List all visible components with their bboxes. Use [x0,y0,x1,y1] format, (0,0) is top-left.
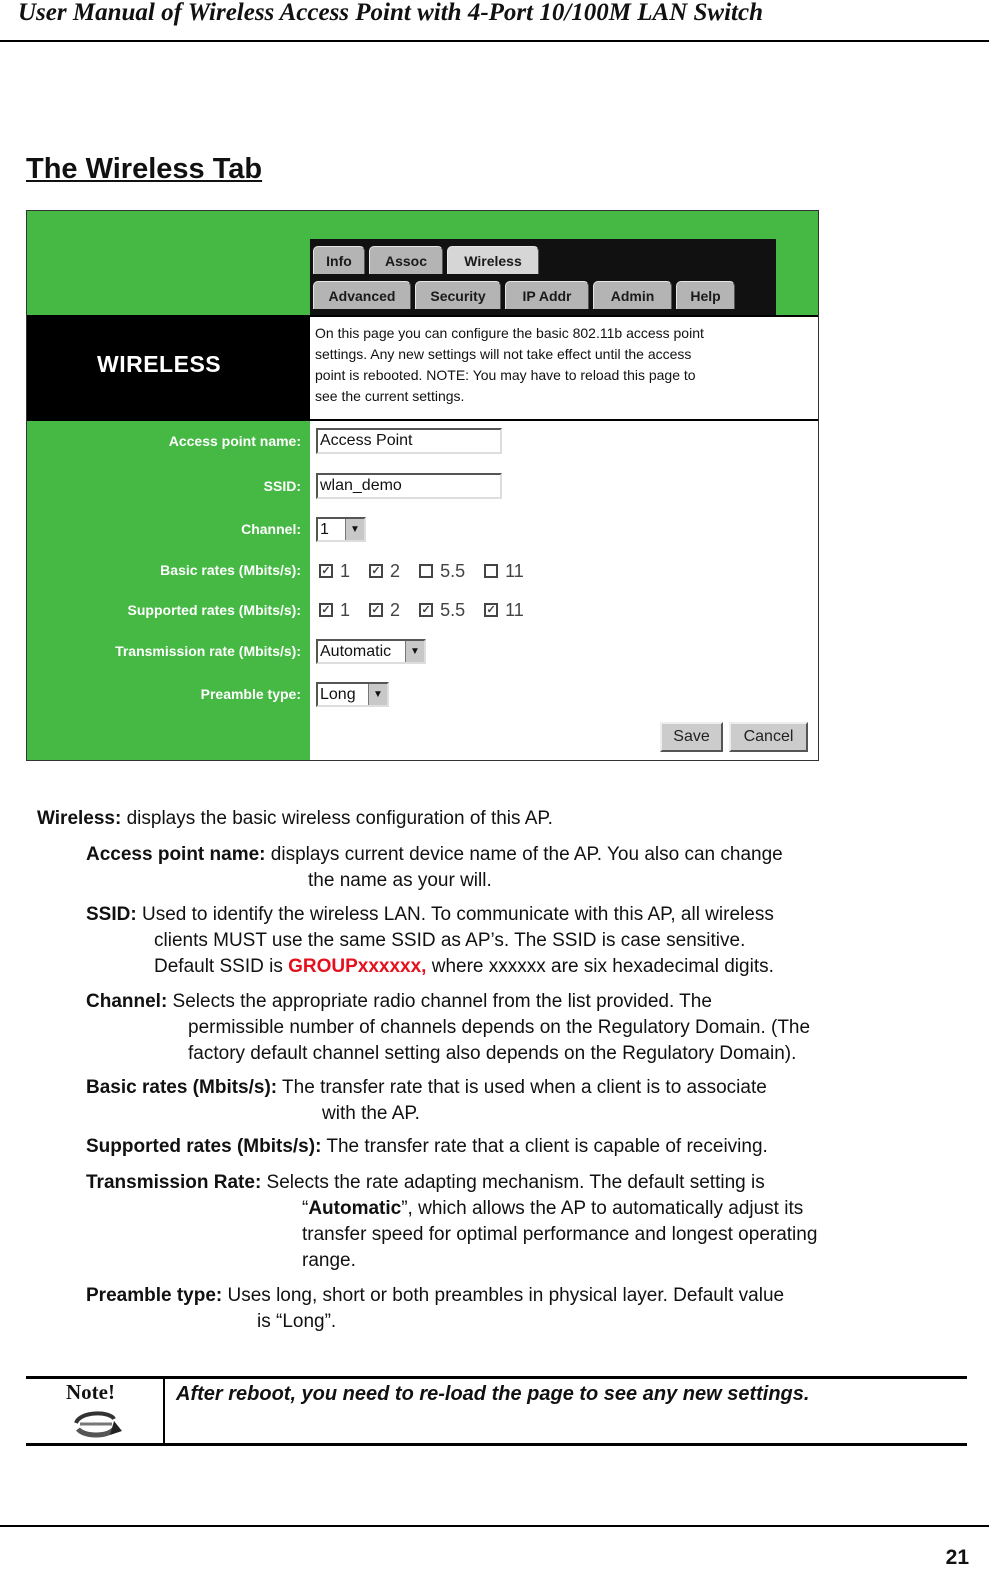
chevron-down-icon[interactable]: ▼ [368,684,387,705]
cancel-button[interactable]: Cancel [729,722,808,752]
tab-bar [310,239,776,315]
desc-preamble-cont: is “Long”. [257,1311,337,1332]
tab-wireless[interactable]: Wireless [447,246,539,274]
desc-channel-cont: factory default channel setting also depends on the Regulatory Domain). [188,1043,797,1064]
supported-rate-1-checkbox[interactable]: ✓ [319,603,333,617]
automatic-term: Automatic [308,1198,402,1219]
desc-text: Selects the appropriate radio channel from the list provided. The [167,991,712,1012]
desc-tx-rate [86,1170,765,1196]
supported-rate-5-5-label: 5.5 [440,599,466,620]
ssid-input[interactable]: wlan_demo [316,473,502,499]
basic-rates-label: Basic rates (Mbits/s): [160,562,301,578]
wireless-tab-screenshot [26,210,819,761]
desc-basic-rates [86,1075,767,1101]
chevron-down-icon[interactable]: ▼ [405,641,424,662]
supported-rate-11-checkbox[interactable]: ✓ [484,603,498,617]
info-line: settings. Any new settings will not take effect until the access [315,346,692,362]
tab-security[interactable]: Security [415,281,501,309]
basic-rate-11-label: 11 [505,560,524,581]
ap-name-label: Access point name: [168,433,301,449]
page-number: 21 [945,1546,969,1569]
preamble-label: Preamble type: [200,686,301,702]
default-ssid: GROUPxxxxxx, [288,956,427,977]
desc-channel [86,989,712,1015]
note-divider [163,1379,165,1443]
basic-rate-11-checkbox[interactable] [484,564,498,578]
supported-rate-11-label: 11 [505,599,524,620]
basic-rate-5-5-label: 5.5 [440,560,466,581]
save-button[interactable]: Save [660,722,723,752]
tab-ip-addr[interactable]: IP Addr [505,281,589,309]
preamble-value: Long [320,686,356,703]
tab-advanced[interactable]: Advanced [313,281,411,309]
form-area [310,421,819,761]
channel-select[interactable] [316,517,366,542]
term: Access point name: [86,844,266,865]
term: SSID: [86,904,137,925]
term: Transmission Rate: [86,1172,262,1193]
note-rule-bottom [26,1443,967,1446]
footer-rule [0,1525,989,1527]
desc-ssid-cont: clients MUST use the same SSID as AP’s. The SSID is case sensitive. [154,930,746,951]
supported-rate-1-label: 1 [340,599,351,620]
term: Basic rates (Mbits/s): [86,1077,278,1098]
desc-text: “ [302,1198,309,1219]
desc-supported-rates [86,1134,768,1160]
tab-help[interactable]: Help [676,281,735,309]
supported-rates-checkboxes [319,599,538,621]
basic-rate-2-checkbox[interactable]: ✓ [369,564,383,578]
info-line: see the current settings. [315,388,465,404]
supported-rates-label: Supported rates (Mbits/s): [127,602,301,618]
desc-wireless [37,806,553,832]
desc-preamble [86,1283,784,1309]
desc-text: The transfer rate that a client is capable of receiving. [321,1136,768,1157]
desc-text: Default SSID is [154,956,289,977]
basic-rate-1-label: 1 [340,560,351,581]
desc-tx-rate-cont [302,1196,803,1222]
chevron-down-icon[interactable]: ▼ [345,519,364,540]
tx-rate-select[interactable] [316,639,426,664]
tab-info[interactable]: Info [313,246,365,274]
channel-value: 1 [320,521,329,538]
channel-label: Channel: [241,521,301,537]
section-title: The Wireless Tab [26,153,263,185]
note-rule-top [26,1376,967,1379]
desc-ap-name [86,842,783,868]
desc-ssid-default [154,954,774,980]
supported-rate-2-checkbox[interactable]: ✓ [369,603,383,617]
note-arrow-icon [70,1407,122,1448]
desc-basic-rates-cont: with the AP. [322,1103,420,1124]
page-header [0,0,989,42]
term: Supported rates (Mbits/s): [86,1136,322,1157]
basic-rates-checkboxes [319,560,538,582]
ssid-label: SSID: [263,478,301,494]
desc-ap-name-cont: the name as your will. [308,870,492,891]
info-line: point is rebooted. NOTE: You may have to reload this page to [315,367,696,383]
tab-admin[interactable]: Admin [593,281,672,309]
manual-title: User Manual of Wireless Access Point with 4-Port 10/100M LAN Switch [18,0,763,26]
note-text: After reboot, you need to re-load the page to see any new settings. [176,1383,810,1405]
tx-rate-value: Automatic [320,643,392,660]
info-line: On this page you can configure the basic 802.11b access point [315,325,704,341]
info-text [315,323,810,407]
basic-rate-2-label: 2 [390,560,401,581]
desc-text: displays current device name of the AP. You also can change [265,844,783,865]
desc-text: Used to identify the wireless LAN. To communicate with this AP, all wireless [136,904,774,925]
term: Channel: [86,991,168,1012]
desc-channel-cont: permissible number of channels depends on the Regulatory Domain. (The [188,1017,811,1038]
desc-text: displays the basic wireless configuration of this AP. [121,808,553,829]
desc-tx-rate-cont: transfer speed for optimal performance and longest operating [302,1224,818,1245]
desc-ssid [86,902,774,928]
term: Preamble type: [86,1285,223,1306]
note-label: Note! [66,1380,115,1404]
tx-rate-label: Transmission rate (Mbits/s): [115,643,301,659]
basic-rate-5-5-checkbox[interactable] [419,564,433,578]
desc-text: Uses long, short or both preambles in physical layer. Default value [222,1285,785,1306]
supported-rate-5-5-checkbox[interactable]: ✓ [419,603,433,617]
ap-name-input[interactable]: Access Point [316,428,502,454]
panel-title: WIRELESS [97,351,222,377]
desc-text: The transfer rate that is used when a client is to associate [277,1077,767,1098]
supported-rate-2-label: 2 [390,599,401,620]
desc-text: ”, which allows the AP to automatically adjust its [401,1198,804,1219]
tab-assoc[interactable]: Assoc [369,246,443,274]
desc-text: Selects the rate adapting mechanism. The default setting is [261,1172,765,1193]
term: Wireless: [37,808,122,829]
preamble-select[interactable] [316,682,389,707]
desc-tx-rate-cont: range. [302,1250,356,1271]
desc-text: where xxxxxx are six hexadecimal digits. [426,956,774,977]
basic-rate-1-checkbox[interactable]: ✓ [319,564,333,578]
